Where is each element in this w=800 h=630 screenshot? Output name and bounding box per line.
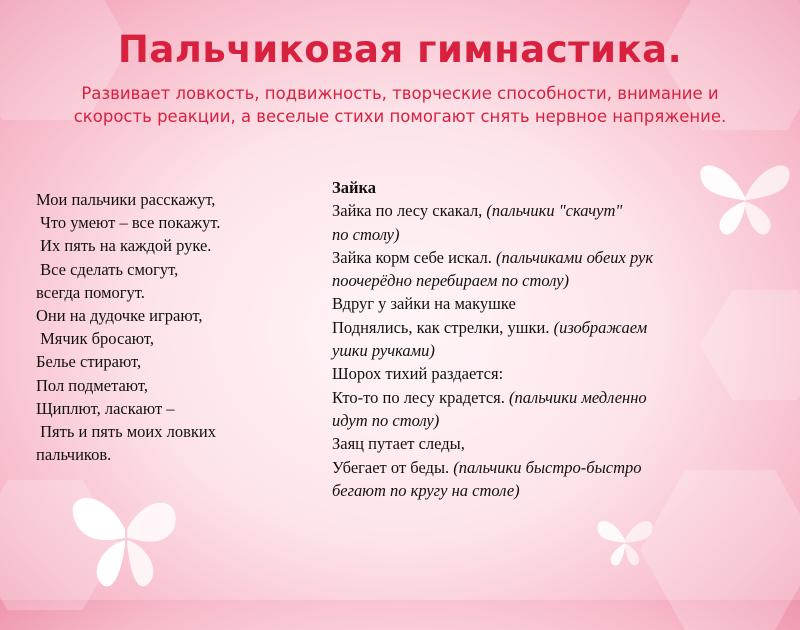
poem-line xyxy=(332,292,732,315)
poem-line: Мячик бросают, xyxy=(36,329,155,349)
poem-text: Вдруг у зайки на макушке xyxy=(332,294,516,314)
butterfly-icon xyxy=(60,485,190,595)
poem-note: поочерёдно перебираем по столу) xyxy=(332,271,570,291)
poem-line: Белье стирают, xyxy=(36,352,142,372)
page-subtitle: Развивает ловкость, подвижность, творческие способности, внимание и скорость реакции, а веселые стихи помогают снять нервное напряжение. xyxy=(73,84,727,126)
poem-note: по столу) xyxy=(332,224,400,244)
poem-note: (пальчиками обеих рук xyxy=(495,247,654,267)
poem-line: всегда помогут. xyxy=(36,282,145,302)
poem-line xyxy=(332,409,732,432)
poem-note: ушки ручками) xyxy=(332,341,435,361)
right-poem xyxy=(332,176,732,502)
poem-line xyxy=(332,386,732,409)
poem-note: (изображаем xyxy=(553,317,648,337)
poem-line xyxy=(332,479,732,502)
poem-text: Зайка корм себе искал. xyxy=(332,247,496,267)
poem-line: Пять и пять моих ловких xyxy=(36,422,216,442)
poem-line: Все сделать смогут, xyxy=(36,259,179,279)
poem-text: Убегает от беды. xyxy=(332,457,454,477)
poem-line: Пол подметают, xyxy=(36,375,149,395)
poem-note: идут по столу) xyxy=(332,410,440,430)
poem-line xyxy=(332,362,732,385)
poem-line: пальчиков. xyxy=(36,445,112,465)
poem-line: Их пять на каждой руке. xyxy=(36,236,212,256)
poem-line: Что умеют – все покажут. xyxy=(36,213,221,233)
poem-line xyxy=(332,223,732,246)
poem-text: Поднялись, как стрелки, ушки. xyxy=(332,317,554,337)
poem-line: Мои пальчики расскажут, xyxy=(36,190,216,209)
poem-line xyxy=(332,246,732,269)
poem-note: (пальчики быстро-быстро xyxy=(453,457,642,477)
page-title: Пальчиковая гимнастика. xyxy=(117,28,683,71)
butterfly-icon xyxy=(590,505,660,575)
poem-line: Щиплют, ласкают – xyxy=(36,398,175,418)
poem-line xyxy=(332,339,732,362)
poem-title: Зайка xyxy=(332,178,376,197)
poem-note: бегают по кругу на столе) xyxy=(332,480,520,500)
poem-note: (пальчики медленно xyxy=(509,387,647,407)
poem-line xyxy=(332,432,732,455)
left-poem xyxy=(36,188,306,466)
poem-line xyxy=(332,269,732,292)
poem-text: Кто-то по лесу крадется. xyxy=(332,387,510,407)
poem-text: Шорох тихий раздается: xyxy=(332,364,504,384)
poem-line xyxy=(332,316,732,339)
poem-text: Заяц путает следы, xyxy=(332,434,465,454)
poem-line xyxy=(332,456,732,479)
poem-line xyxy=(332,199,732,222)
poem-line: Они на дудочке играют, xyxy=(36,306,203,326)
poem-note: (пальчики "скачут" xyxy=(486,201,623,221)
poem-text: Зайка по лесу скакал, xyxy=(332,201,487,221)
